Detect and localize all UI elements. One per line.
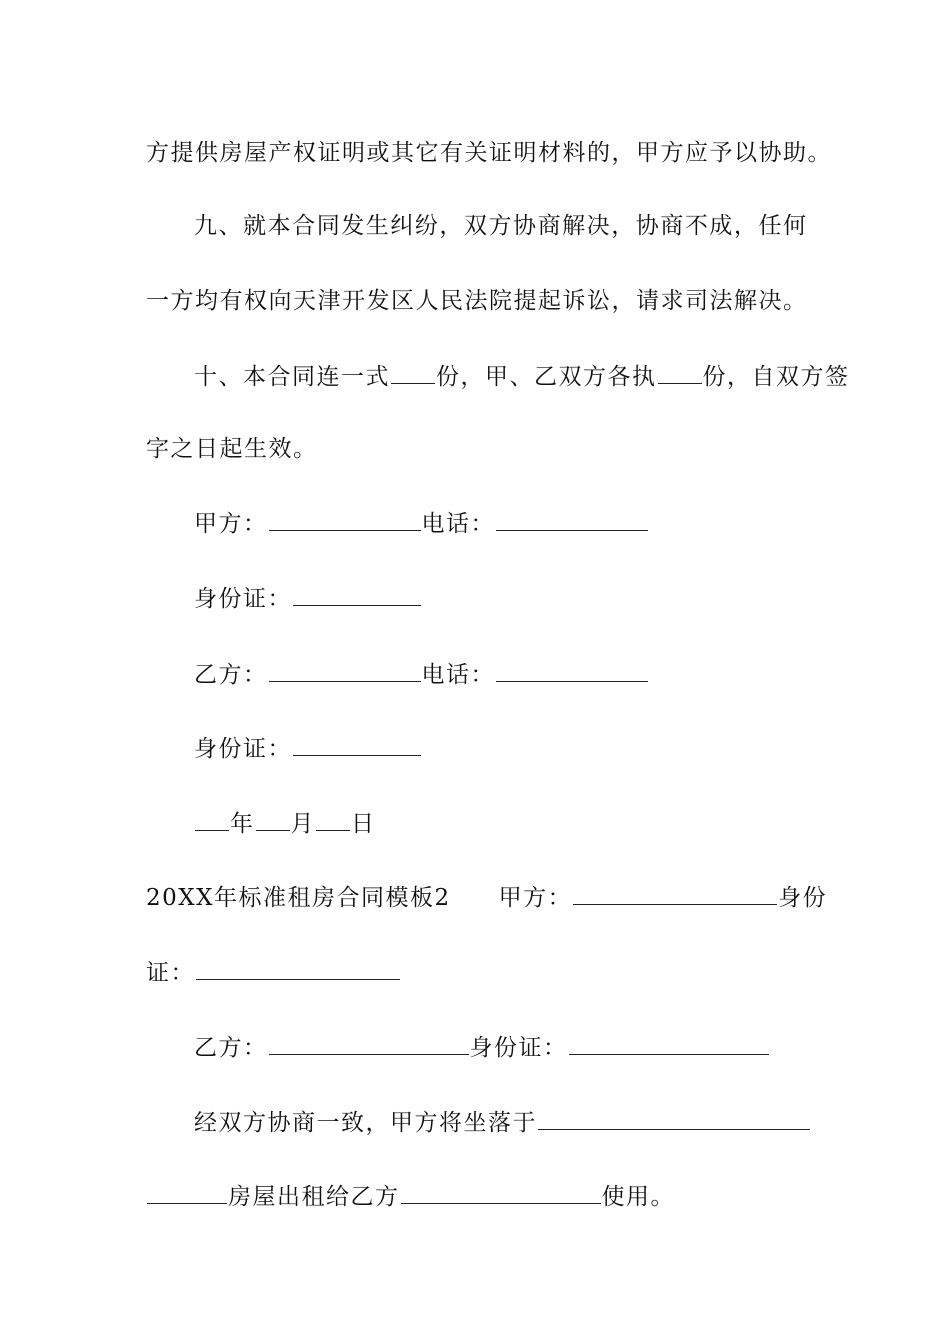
text-segment: 一方均有权向天津开发区人民法院提起诉讼，请求司法解决。: [146, 288, 808, 314]
date-row: [194, 808, 806, 838]
paragraph-10-line-2: [146, 434, 806, 464]
t2-party-a-id-field[interactable]: [196, 957, 400, 980]
paragraph-line-1: [146, 138, 832, 168]
t2-party-b-field[interactable]: [269, 1032, 469, 1055]
text-segment: 份，自双方签: [702, 364, 850, 390]
t2-id-label-part1: 身份: [778, 885, 828, 911]
agreement-row: [194, 1107, 806, 1137]
year-label: 年: [230, 811, 255, 837]
text-segment: 使用。: [601, 1184, 675, 1210]
t2-party-b-row: [194, 1032, 806, 1062]
template-2-title: 20XX年标准租房合同模板2: [146, 885, 451, 911]
t2-id-label-part2: 证：: [146, 960, 195, 986]
day-label: 日: [351, 811, 376, 837]
party-a-id-field[interactable]: [293, 583, 421, 606]
party-b-row: [194, 659, 806, 689]
id-label: 身份证：: [194, 586, 292, 612]
party-a-row: [194, 508, 806, 538]
party-a-phone-field[interactable]: [496, 508, 648, 531]
year-field[interactable]: [195, 808, 229, 831]
party-a-label: 甲方：: [194, 511, 268, 537]
phone-label: 电话：: [421, 662, 495, 688]
t2-party-b-label: 乙方：: [194, 1035, 268, 1061]
property-location-field[interactable]: [538, 1107, 810, 1130]
rent-row: [146, 1181, 806, 1211]
month-field[interactable]: [256, 808, 290, 831]
party-a-name-field[interactable]: [269, 508, 421, 531]
template-2-title-row: [146, 882, 828, 912]
property-location-field-cont[interactable]: [147, 1181, 227, 1204]
party-b-label: 乙方：: [194, 662, 268, 688]
text-segment: 方提供房屋产权证明或其它有关证明材料的，甲方应予以协助。: [146, 140, 832, 166]
paragraph-9-line-1: [194, 211, 806, 241]
day-field[interactable]: [316, 808, 350, 831]
t2-party-b-id-field[interactable]: [569, 1032, 769, 1055]
phone-label: 电话：: [421, 511, 495, 537]
text-segment: 字之日起生效。: [146, 436, 318, 462]
text-segment: 经双方协商一致，甲方将坐落于: [194, 1110, 537, 1136]
t2-id-row: [146, 957, 806, 987]
party-b-phone-field[interactable]: [496, 659, 648, 682]
party-b-id-row: [194, 733, 806, 763]
month-label: 月: [290, 811, 315, 837]
party-a-id-row: [194, 583, 806, 613]
usage-field[interactable]: [401, 1181, 601, 1204]
text-segment: 九、就本合同发生纠纷，双方协商解决，协商不成，任何: [194, 213, 806, 239]
t2-party-a-field[interactable]: [573, 882, 777, 905]
party-b-name-field[interactable]: [269, 659, 421, 682]
t2-party-a-label: 甲方：: [498, 885, 573, 911]
copies-each-blank[interactable]: [658, 361, 702, 384]
paragraph-9-line-2: [146, 286, 806, 316]
paragraph-10-line-1: [194, 361, 850, 391]
id-label: 身份证：: [194, 736, 292, 762]
party-b-id-field[interactable]: [293, 733, 421, 756]
t2-id-label: 身份证：: [469, 1035, 568, 1061]
text-segment: 房屋出租给乙方: [228, 1184, 400, 1210]
copies-blank[interactable]: [391, 361, 435, 384]
text-segment: 份，甲、乙双方各执: [436, 364, 657, 390]
text-segment: 十、本合同连一式: [194, 364, 390, 390]
